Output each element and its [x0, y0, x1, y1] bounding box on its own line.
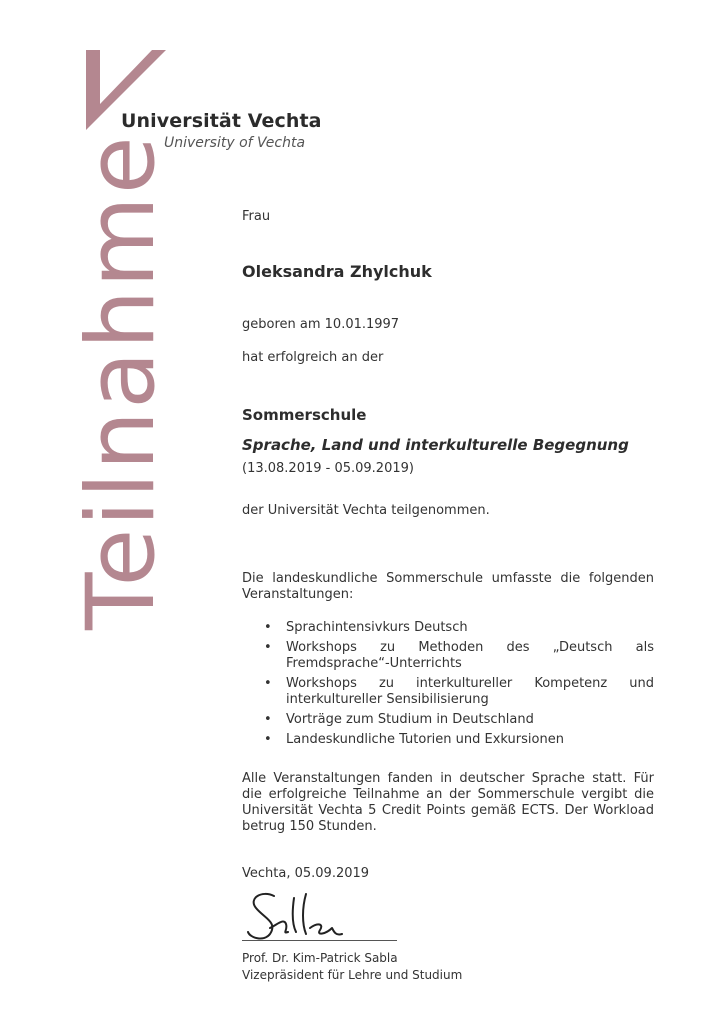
list-item: • Landeskundliche Tutorien und Exkursionen — [264, 732, 564, 747]
list-item: • Workshops zu Methoden des „Deutsch als Fremdsprache“-Unterrichts — [264, 640, 654, 671]
place-date: Vechta, 05.09.2019 — [242, 866, 370, 881]
signer-name: Prof. Dr. Kim-Patrick Sabla — [242, 951, 398, 965]
signature-line — [242, 940, 397, 941]
closing-paragraph: Alle Veranstaltungen fanden in deutscher Sprache statt. Für die erfolgreiche Teilnahme an der Sommerschule vergibt die Universität Vechta 5 Credit Points gemäß ECTS. Der Workload betrug 150 Stunden. — [242, 771, 654, 834]
participation-line: der Universität Vechta teilgenommen. — [242, 503, 490, 518]
university-name: Universität Vechta — [121, 110, 322, 132]
university-name-english: University of Vechta — [164, 135, 306, 151]
salutation: Frau — [242, 209, 271, 224]
events-list — [242, 620, 654, 752]
side-title: Teilnahme — [67, 134, 176, 630]
recipient-name: Oleksandra Zhylchuk — [242, 262, 432, 281]
list-item: • Workshops zu interkultureller Kompetenz und interkultureller Sensibilisierung — [264, 676, 654, 707]
program-dates: (13.08.2019 - 05.09.2019) — [242, 461, 414, 476]
success-line: hat erfolgreich an der — [242, 350, 384, 365]
handwritten-signature — [244, 888, 364, 948]
program-subtitle: Sprache, Land und interkulturelle Begegnung — [242, 436, 629, 454]
list-item: • Sprachintensivkurs Deutsch — [264, 620, 468, 635]
program-title: Sommerschule — [242, 406, 367, 424]
signer-role: Vizepräsident für Lehre und Studium — [242, 968, 463, 982]
events-intro: Die landeskundliche Sommerschule umfasste die folgenden Veranstaltungen: — [242, 571, 654, 602]
list-item: • Vorträge zum Studium in Deutschland — [264, 712, 534, 727]
birth-date: geboren am 10.01.1997 — [242, 317, 400, 332]
